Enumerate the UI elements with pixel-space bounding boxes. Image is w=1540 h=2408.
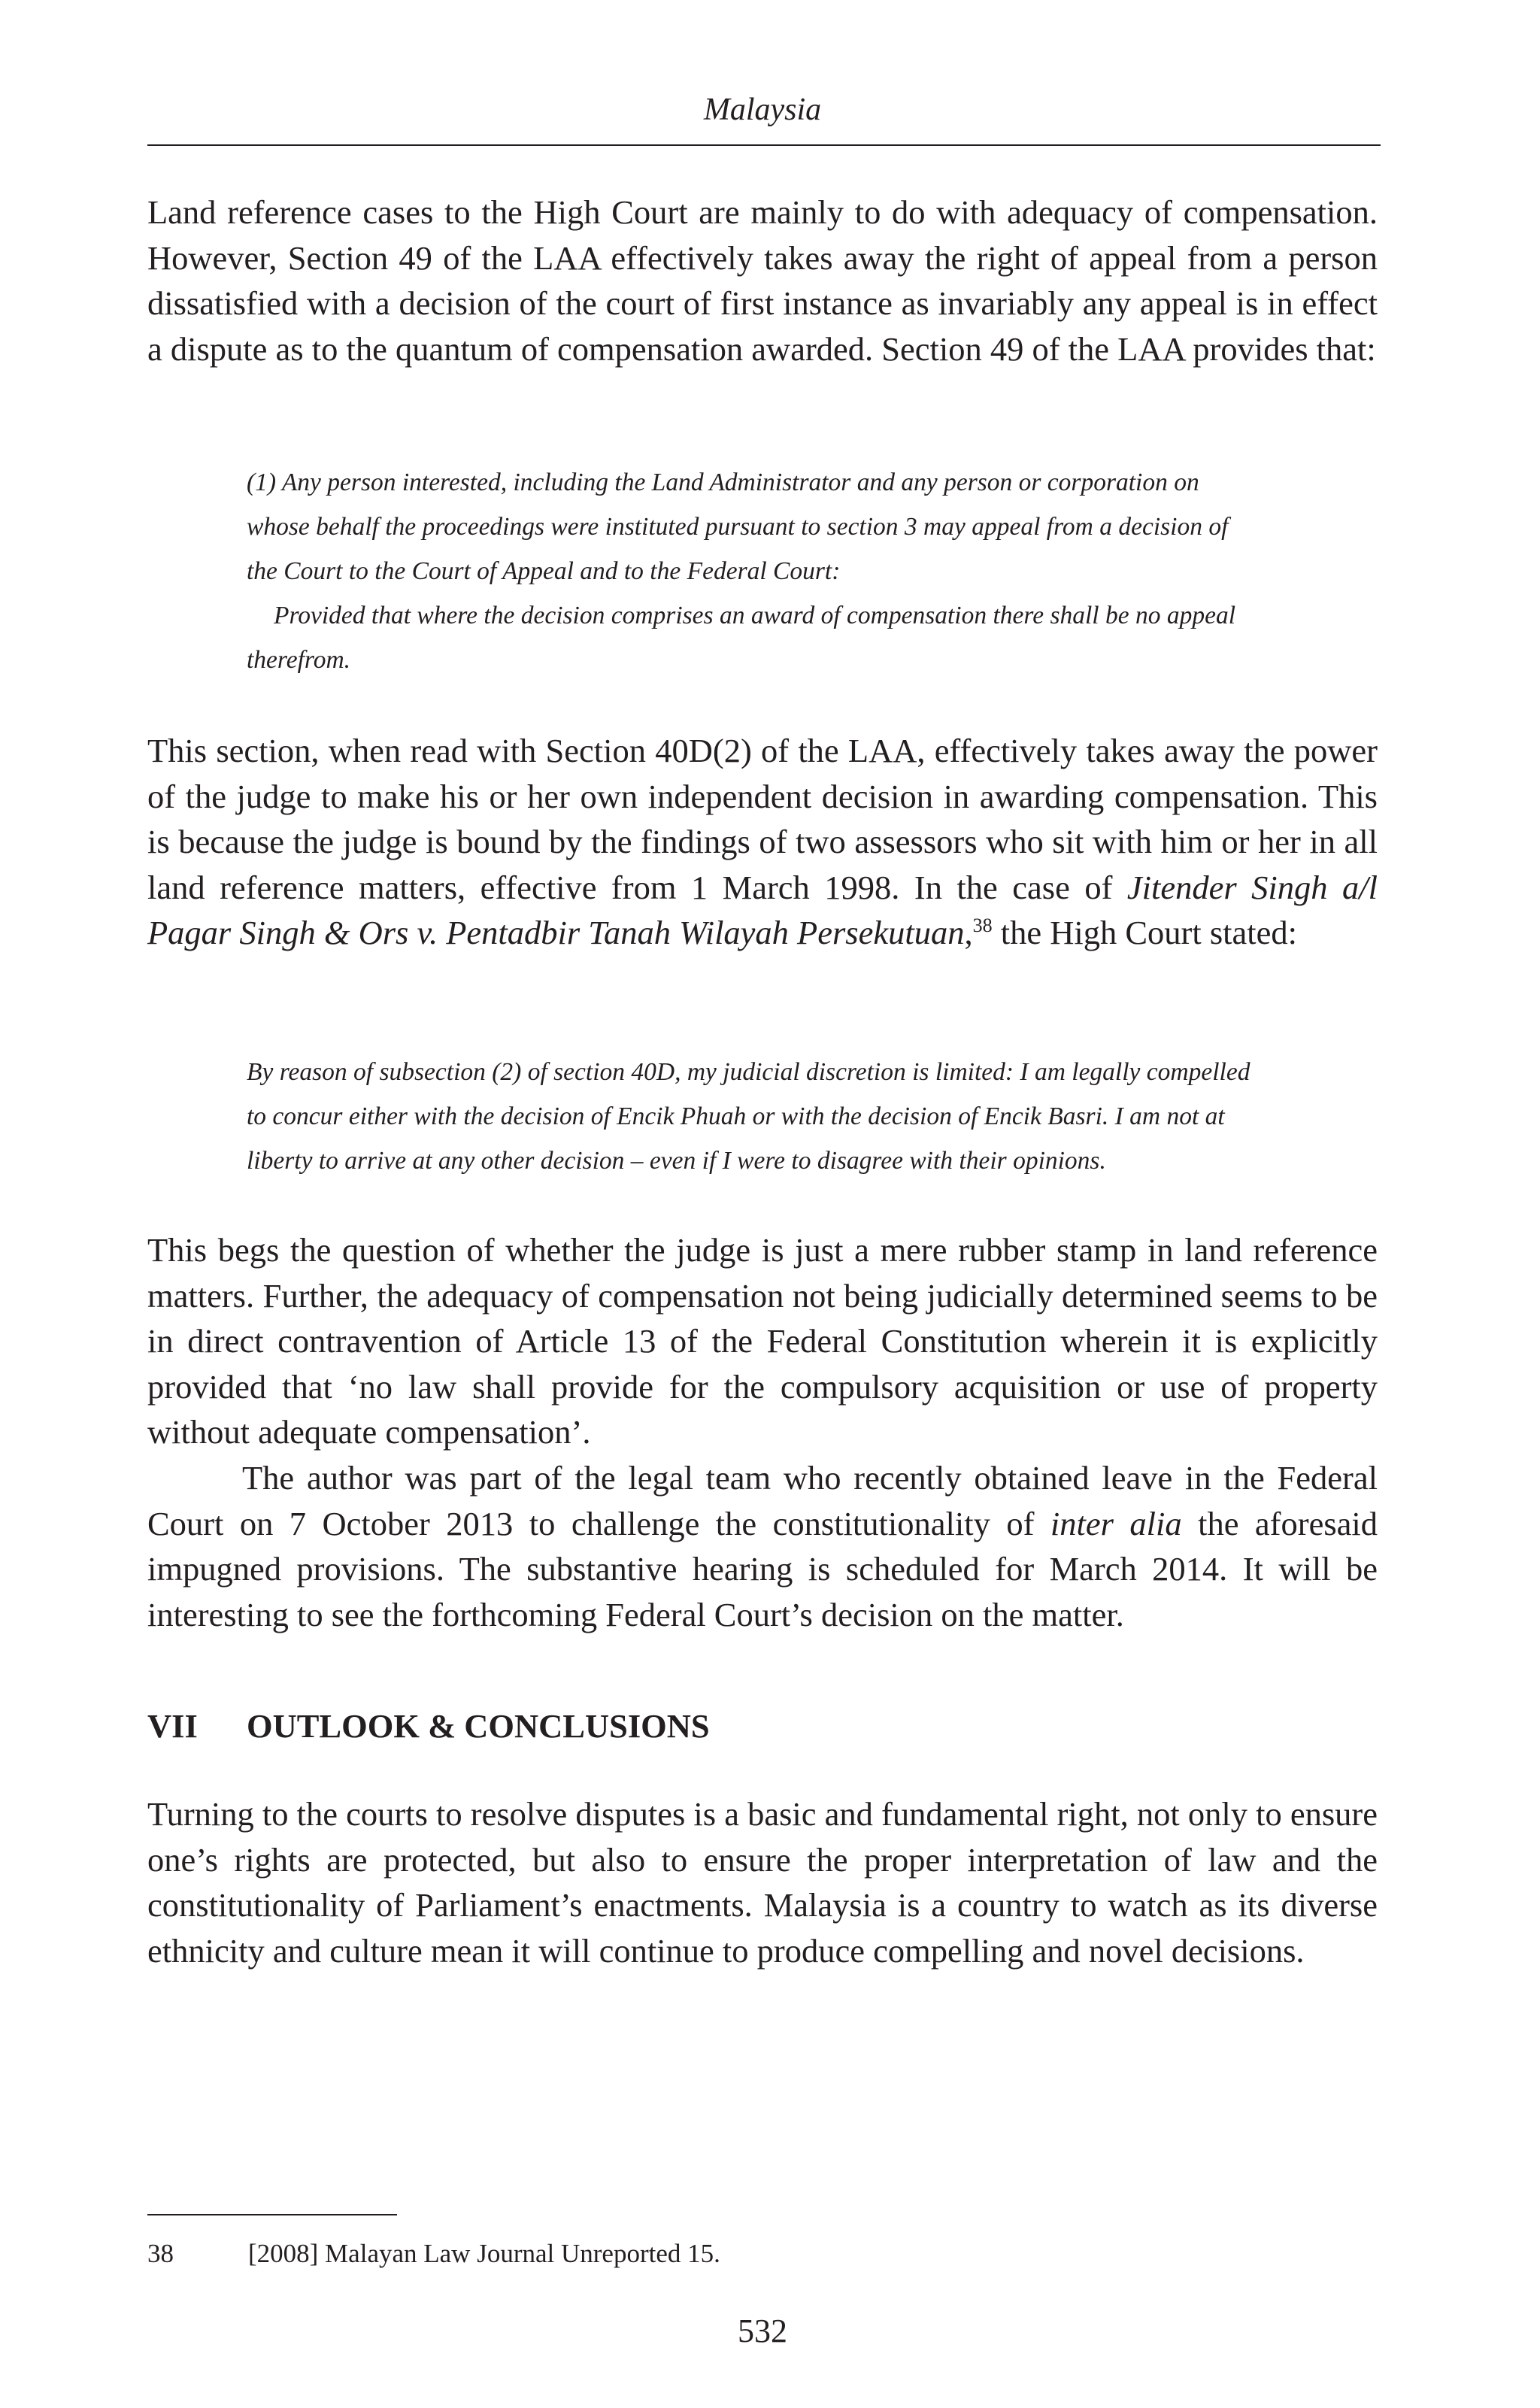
paragraph-text: the High Court stated: xyxy=(992,914,1298,951)
quote-line: the Court to the Court of Appeal and to the Federal Court: xyxy=(247,557,841,585)
section-title: OUTLOOK & CONCLUSIONS xyxy=(247,1707,710,1745)
quote-line: (1) Any person interested, including the Land Administrator and any person or corporation on xyxy=(247,469,1199,496)
section-number: VII xyxy=(147,1707,198,1745)
quote-line: therefrom. xyxy=(247,646,351,674)
paragraph-intro: Land reference cases to the High Court are mainly to do with adequacy of compensation. However, Section 49 of the LAA effectively takes away the right of appeal from a person dissatisfied with a decision of the court of first instance as invariably any appeal is in effect a dispute as to the quantum of compensation awarded. Section 49 of the LAA provides that: xyxy=(147,193,1378,368)
quote-line: whose behalf the proceedings were instituted pursuant to section 3 may appeal from a decision of xyxy=(247,513,1229,541)
footnote-rule xyxy=(147,2214,397,2215)
paragraph-federal-court xyxy=(147,1455,1378,1637)
paragraph-text: The author was part of the legal team who recently obtained leave in the Federal Court on 7 October 2013 to challenge the constitutionality of xyxy=(147,1459,1378,1542)
quote-line: to concur either with the decision of Encik Phuah or with the decision of Encik Basri. I am not at xyxy=(247,1102,1225,1130)
header-rule xyxy=(147,144,1381,146)
punctuation: , xyxy=(964,914,973,951)
section-heading xyxy=(147,1703,710,1748)
footnote-number: 38 xyxy=(147,2239,174,2268)
case-name: Jitender Singh a/l Pagar Singh & Ors v. Pentadbir Tanah Wilayah Persekutuan xyxy=(147,868,1378,951)
block-quote-section-49 xyxy=(247,460,1293,682)
footnote-text: [2008] Malayan Law Journal Unreported 15. xyxy=(248,2239,720,2268)
paragraph-text: the aforesaid impugned provisions. The substantive hearing is scheduled for March 2014. It will be interesting to see the forthcoming Federal Court’s decision on the matter. xyxy=(147,1504,1378,1633)
paragraph-text: This section, when read with Section 40D(2) of the LAA, effectively takes away the power of the judge to make his or her own independent decision in awarding compensation. This is because the judge is bound by the findings of two assessors who sit with him or her in all land reference matters, effective from 1 March 1998. In the case of xyxy=(147,732,1378,906)
footnote xyxy=(147,2237,720,2271)
quote-line: liberty to arrive at any other decision – even if I were to disagree with their opinions. xyxy=(247,1147,1106,1175)
paragraph-rubber-stamp: This begs the question of whether the judge is just a mere rubber stamp in land reference matters. Further, the adequacy of compensation not being judicially determined seems to be in direct contravention of Article 13 of the Federal Constitution wherein it is explicitly provided that ‘no law shall provide for the compulsory acquisition or use of property without adequate compensation’. xyxy=(147,1231,1378,1451)
paragraph-conclusion: Turning to the courts to resolve disputes is a basic and fundamental right, not only to ensure one’s rights are protected, but also to ensure the proper interpretation of law and the constitutionality of Parliament’s enactments. Malaysia is a country to watch as its diverse ethnicity and culture mean it will continue to produce compelling and novel decisions. xyxy=(147,1795,1378,1970)
quote-line: By reason of subsection (2) of section 40D, my judicial discretion is limited: I am legally compelled xyxy=(247,1058,1250,1086)
paragraph-section-40d xyxy=(147,728,1378,956)
quote-proviso: Provided that where the decision comprises an award of compensation there shall be no appeal xyxy=(274,602,1236,629)
running-header: Malaysia xyxy=(703,92,822,127)
page-number: 532 xyxy=(738,2312,787,2349)
footnote-reference[interactable]: 38 xyxy=(972,914,993,937)
latin-term: inter alia xyxy=(1050,1504,1182,1542)
block-quote-judgment xyxy=(247,1050,1293,1183)
